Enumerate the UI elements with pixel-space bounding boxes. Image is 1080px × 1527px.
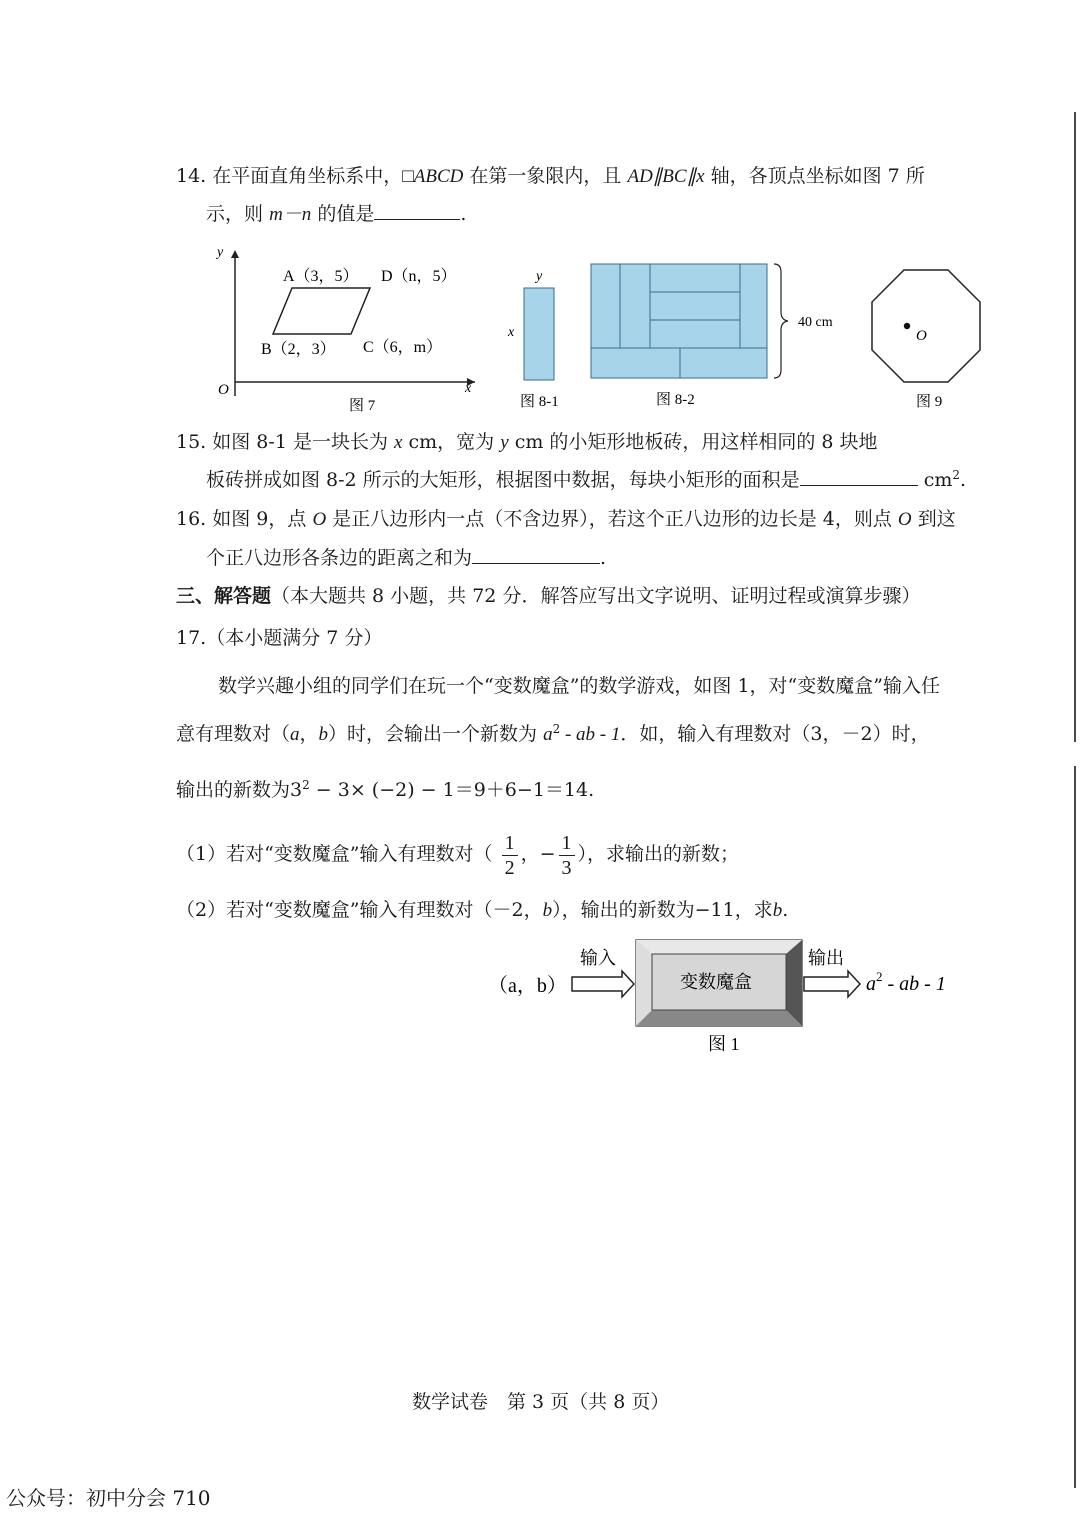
watermark: 公众号：初中分会 710 — [6, 1486, 211, 1510]
input-arrow — [572, 971, 634, 997]
fig7-origin-label: O — [218, 382, 229, 398]
fig1-input-arrow-text: 输入 — [580, 948, 616, 968]
fig8-2-dimension: 40 cm — [798, 315, 833, 330]
fraction-third: $\frac{1}{3}$ — [559, 831, 575, 880]
fig7-caption: 图 7 — [349, 398, 376, 414]
parallelogram-abcd — [273, 288, 370, 334]
q15-line-1: 15. 如图 8-1 是一块长为 x cm，宽为 y cm 的小矩形地板砖，用这样相同的 8 块地 — [176, 431, 878, 453]
fig8-1-x-label: x — [508, 325, 515, 340]
output-arrow — [804, 971, 860, 997]
q14-line-1: 14. 在平面直角坐标系中，□ABCD 在第一象限内，且 AD∥BC∥x 轴，各顶点坐标如图 7 所 — [176, 165, 925, 187]
q15-line-2: 板砖拼成如图 8-2 所示的大矩形，根据图中数据，每块小矩形的面积是 $cm^2$. — [206, 468, 967, 491]
fig7-point-a: A（3，5） — [283, 268, 359, 285]
q17-header: 17.（本小题满分 7 分） — [176, 627, 383, 649]
point-o — [904, 323, 910, 329]
q17-paragraph-3: 输出的新数为$3^2 - 3\times (-2) - 1=9+6-1=14$. — [176, 778, 595, 801]
answer-blank — [374, 201, 460, 220]
fig8-2-caption: 图 8-2 — [656, 392, 695, 408]
fig9-caption: 图 9 — [916, 394, 943, 410]
fig7-point-c: C（6，m） — [363, 339, 443, 356]
fig1-output-expression: $a^2$ - ab - 1 — [866, 969, 946, 995]
answer-blank — [800, 467, 918, 486]
figure-7 — [205, 238, 485, 418]
fig7-point-b: B（2，3） — [261, 341, 336, 358]
q16-line-2: 个正八边形各条边的距离之和为 . — [206, 547, 607, 569]
fig7-x-label: x — [465, 381, 472, 396]
fig8-1-y-label: y — [536, 269, 543, 284]
q17-subquestion-2: （2）若对“变数魔盒”输入有理数对（－2，b），输出的新数为−11，求b. — [176, 899, 789, 921]
fig7-y-label: y — [217, 245, 224, 260]
regular-octagon — [872, 270, 980, 382]
fig7-point-d: D（n，5） — [381, 268, 457, 285]
q14-line-2: 示，则 m－n 的值是 . — [206, 203, 467, 225]
fig9-point-label: O — [916, 328, 927, 344]
figure-8-2 — [588, 258, 848, 414]
answer-blank — [472, 545, 600, 564]
figure-8-1 — [500, 262, 580, 412]
figure-1 — [480, 930, 980, 1060]
q17-paragraph-1: 数学兴趣小组的同学们在玩一个“变数魔盒”的数学游戏，如图 1，对“变数魔盒”输入任 — [218, 675, 940, 697]
q17-paragraph-2: 意有理数对（a，b）时，会输出一个新数为 $a^2$ - ab - 1．如，输入有理数对（3，－2）时， — [176, 722, 930, 745]
fig1-caption: 图 1 — [708, 1034, 740, 1054]
fraction-half: $\frac{1}{2}$ — [502, 831, 518, 880]
right-margin-rule-top — [1074, 112, 1076, 742]
q17-subquestion-1: （1）若对“变数魔盒”输入有理数对（ $\frac{1}{2}$ ，− $\frac{1}{3}$ ），求输出的新数； — [176, 831, 740, 879]
fig1-output-arrow-text: 输出 — [808, 948, 844, 968]
q16-line-1: 16. 如图 9，点 O 是正八边形内一点（不含边界），若这个正八边形的边长是 4，则点 O 到这 — [176, 508, 956, 530]
section-3-heading: 三、解答题（本大题共 8 小题，共 72 分．解答应写出文字说明、证明过程或演算步骤） — [176, 585, 921, 607]
fig8-1-caption: 图 8-1 — [520, 394, 559, 410]
page-footer: 数学试卷 第 3 页（共 8 页） — [412, 1391, 670, 1413]
fig1-input-label: （a，b） — [488, 975, 567, 997]
fig1-box-text: 变数魔盒 — [680, 972, 752, 992]
figure-9 — [862, 262, 992, 414]
right-margin-rule-bottom — [1074, 766, 1076, 1488]
